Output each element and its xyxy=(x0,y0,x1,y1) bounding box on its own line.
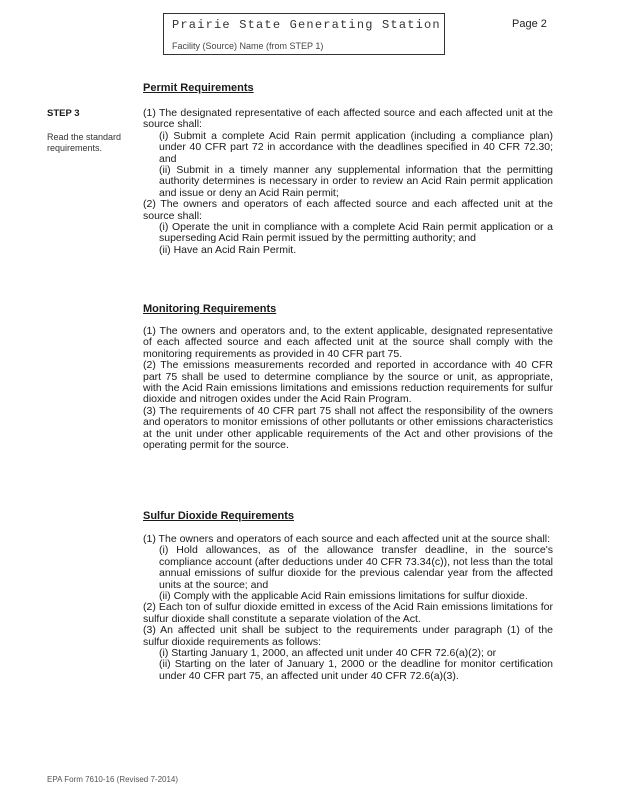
step-label: STEP 3 xyxy=(47,108,80,119)
requirement-paragraph: (2) The owners and operators of each affected source and each affected unit at the source shall: xyxy=(143,198,553,222)
permit-requirements-body xyxy=(143,108,553,256)
sulfur-dioxide-requirements-body xyxy=(143,534,553,682)
requirement-paragraph: (ii) Submit in a timely manner any supplemental information that the permitting authority determines is necessary in order to review an Acid Rain permit application and issue or deny an Acid Rain permit; xyxy=(159,164,553,199)
requirement-paragraph: (ii) Have an Acid Rain Permit. xyxy=(159,243,297,256)
requirement-paragraph: (i) Hold allowances, as of the allowance transfer deadline, in the source's compliance account (after deductions under 40 CFR 73.34(c)), not less than the total annual emissions of sulfur dioxide for the previous calendar year from the affected units at the source; and xyxy=(159,544,553,591)
step-description: Read the standard requirements. xyxy=(47,132,122,153)
monitoring-requirements-heading: Monitoring Requirements xyxy=(143,303,277,315)
facility-name: Prairie State Generating Station xyxy=(172,18,441,32)
requirement-paragraph: (i) Starting January 1, 2000, an affected unit under 40 CFR 72.6(a)(2); or xyxy=(159,647,497,660)
requirement-paragraph: (1) The owners and operators of each source and each affected unit at the source shall: xyxy=(143,533,551,545)
requirement-paragraph: (2) Each ton of sulfur dioxide emitted in excess of the Acid Rain emissions limitations for sulfur dioxide shall constitute a separate violation of the Act. xyxy=(143,601,553,625)
requirement-paragraph: (1) The owners and operators and, to the extent applicable, designated representative of each affected source and each affected unit at the source shall comply with the monitoring requirements as provided in 40 CFR part 75. xyxy=(143,325,553,360)
requirement-paragraph: (i) Operate the unit in compliance with a complete Acid Rain permit application or a superseding Acid Rain permit issued by the permitting authority; and xyxy=(159,221,553,245)
requirement-paragraph: (ii) Comply with the applicable Acid Rain emissions limitations for sulfur dioxide. xyxy=(159,590,528,603)
requirement-paragraph: (2) The emissions measurements recorded and reported in accordance with 40 CFR part 75 shall be used to determine compliance by the source or unit, as appropriate, with the Acid Rain emissions limitations and emissions reduction requirements for sulfur dioxide and nitrogen oxides under the Acid Rain Program. xyxy=(143,359,553,406)
requirement-paragraph: (i) Submit a complete Acid Rain permit application (including a compliance plan) under 40 CFR part 72 in accordance with the deadlines specified in 40 CFR 72.30; and xyxy=(159,129,553,165)
monitoring-requirements-body xyxy=(143,326,553,451)
requirement-paragraph: (3) An affected unit shall be subject to the requirements under paragraph (1) of the sulfur dioxide requirements as follows: xyxy=(143,624,553,648)
sulfur-dioxide-requirements-heading: Sulfur Dioxide Requirements xyxy=(143,510,294,522)
requirement-paragraph: (1) The designated representative of each affected source and each affected unit at the source shall: xyxy=(143,107,553,131)
facility-name-box xyxy=(163,13,445,55)
requirement-paragraph: (ii) Starting on the later of January 1, 2000 or the deadline for monitor certification under 40 CFR part 75, an affected unit under 40 CFR 72.6(a)(3). xyxy=(159,658,553,682)
page-number: Page 2 xyxy=(512,18,547,30)
permit-requirements-heading: Permit Requirements xyxy=(143,82,254,94)
facility-name-label: Facility (Source) Name (from STEP 1) xyxy=(172,41,324,51)
requirement-paragraph: (3) The requirements of 40 CFR part 75 shall not affect the responsibility of the owners and operators to monitor emissions of other pollutants or other emissions characteristics at the unit under other applicable requirements of the Act and other provisions of the operating permit for the source. xyxy=(143,404,553,452)
form-footer: EPA Form 7610-16 (Revised 7-2014) xyxy=(47,775,179,784)
